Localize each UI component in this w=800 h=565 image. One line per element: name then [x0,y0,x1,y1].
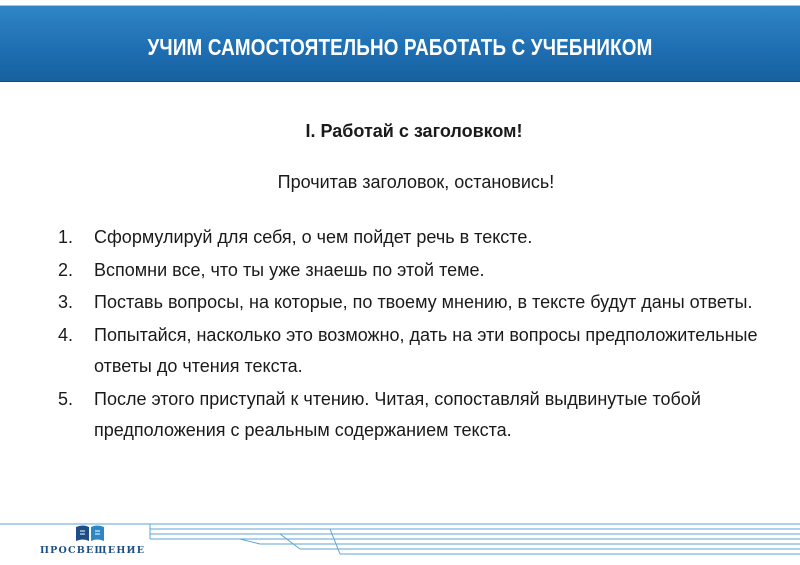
list-item [58,384,758,447]
list-item-text: Сформулируй для себя, о чем пойдет речь в тексте. [94,227,533,247]
list-item-number: 2. [58,259,74,280]
list-item-number: 4. [58,324,74,345]
list-item-number: 5. [58,388,74,409]
list-item-text: Вспомни все, что ты уже знаешь по этой теме. [94,259,485,280]
logo-text: ПРОСВЕЩЕНИЕ [40,545,146,556]
list-item-text: Попытайся, насколько это возможно, дать на эти вопросы предположительные ответы до чтения текста. [94,324,758,376]
section-heading: I. Работай с заголовком! [305,121,523,141]
list-item-text: Поставь вопросы, на которые, по твоему мнению, в тексте будут даны ответы. [94,292,753,312]
list-item [58,222,758,254]
publisher-logo [40,524,146,560]
list-item [58,255,758,287]
book-icon [74,524,106,542]
list-item-number: 1. [58,227,74,247]
steps-list [58,222,758,448]
title-banner [0,5,800,82]
list-item [58,320,758,383]
list-item [58,287,758,319]
list-item-number: 3. [58,292,74,312]
slide-title: УЧИМ САМОСТОЯТЕЛЬНО РАБОТАТЬ С УЧЕБНИКОМ [147,34,653,60]
list-item-text: После этого приступай к чтению. Читая, сопоставляй выдвинутые тобой предположения с реальным содержанием текста. [94,388,701,440]
intro-text: Прочитав заголовок, остановись! [277,172,555,192]
